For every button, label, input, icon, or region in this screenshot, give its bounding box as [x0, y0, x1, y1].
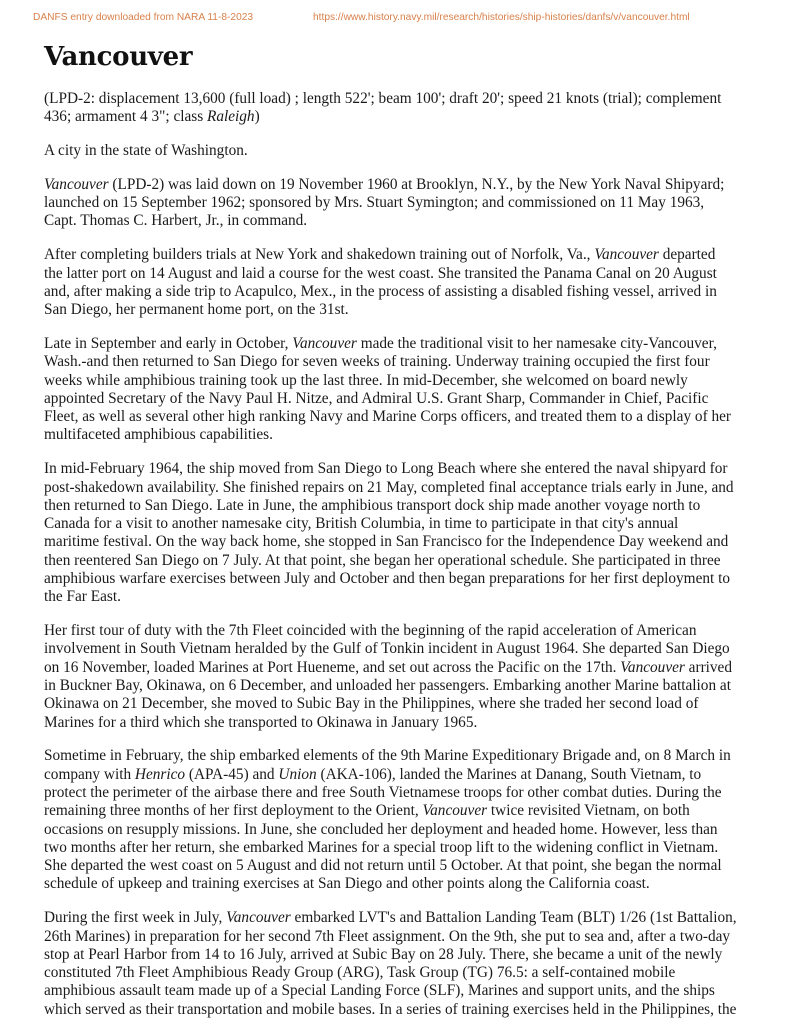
text-line [44, 408, 754, 426]
text-segment: two months after her return, she embarked Marines for a special troop lift to the widening conflict in Vietnam. [44, 838, 719, 856]
text-line [44, 1001, 754, 1019]
text-line [44, 570, 754, 588]
italic-ship-name: Vancouver [226, 909, 291, 927]
italic-ship-name: Vancouver [620, 658, 685, 676]
text-line [44, 875, 754, 893]
paragraph-1964-operations [44, 460, 754, 606]
text-segment: multifaceted amphibious capabilities. [44, 426, 273, 444]
text-segment: the latter port on 14 August and laid a course for the west coast. She transited the Panama Canal on 20 August [44, 264, 717, 282]
paragraph-second-7th-fleet-assignment [44, 909, 754, 1019]
text-segment: on 16 November, loaded Marines at Port Hueneme, and set out across the Pacific on the 17th. [44, 658, 621, 676]
text-line [44, 246, 754, 264]
italic-ship-name: Vancouver [292, 334, 357, 352]
text-segment: In mid-February 1964, the ship moved from San Diego to Long Beach where she entered the naval shipyard for [44, 460, 728, 478]
text-line [44, 640, 754, 658]
text-line [44, 194, 754, 212]
text-segment: stop at Pearl Harbor from 14 to 16 July, arrived at Subic Bay on 28 July. There, she became a unit of the newly [44, 945, 723, 963]
italic-ship-name: Vancouver [44, 175, 109, 193]
text-segment: protect the perimeter of the airbase there and free South Vietnamese troops for other combat duties. During the [44, 784, 722, 801]
text-line [44, 839, 754, 857]
text-segment: Canada for a visit to another namesake city, British Columbia, in time to participate in that city's annual [44, 515, 679, 533]
text-line [44, 802, 754, 820]
text-segment: the Far East. [44, 588, 121, 606]
text-segment: After completing builders trials at New York and shakedown training out of Norfolk, Va., [44, 246, 595, 264]
text-line [44, 588, 754, 606]
italic-ship-name: Henrico [134, 765, 186, 783]
paragraph-namesake-visit [44, 335, 754, 445]
text-line [44, 301, 754, 319]
text-line [44, 460, 754, 478]
text-segment: San Diego, her permanent home port, on the 31st. [44, 301, 349, 319]
page-header [0, 12, 791, 26]
text-line [44, 90, 754, 108]
text-segment: 436; armament 4 3"; class [44, 108, 207, 126]
text-segment: which served as their transportation and mobile bases. In a series of training exercises held in the Philippines, the [44, 1000, 737, 1018]
text-line [44, 479, 754, 497]
text-segment: launched on 15 September 1962; sponsored by Mrs. Stuart Symington; and commissioned on 11 May 1963, [44, 194, 705, 212]
text-segment: and, after making a side trip to Acapulco, Mex., in the process of assisting a disabled fishing vessel, arrived in [44, 282, 717, 300]
text-segment: 26th Marines) in preparation for her second 7th Fleet assignment. On the 9th, she put to sea and, after a two-day [44, 927, 731, 945]
text-line [44, 928, 754, 946]
text-segment: departed [658, 246, 716, 264]
text-line [44, 515, 754, 533]
text-line [44, 747, 754, 765]
text-line [44, 335, 754, 353]
text-line [44, 622, 754, 640]
text-segment: post-shakedown availability. She finished repairs on 21 May, completed final acceptance trials early in June, and [44, 478, 734, 496]
text-line [44, 766, 754, 784]
text-segment: A city in the state of Washington. [44, 142, 248, 160]
paragraph-shakedown [44, 246, 754, 319]
text-segment: made the traditional visit to her namesake city-Vancouver, [356, 334, 717, 352]
text-segment: then reentered San Diego on 7 July. At that point, she began her operational schedule. She participated in three [44, 551, 721, 569]
paragraph-namesake [44, 142, 754, 160]
text-segment: weeks while amphibious training took up the last three. In mid-December, she welcomed on board newly [44, 371, 688, 389]
text-line [44, 857, 754, 875]
text-segment: then returned to San Diego. Late in June, the amphibious transport dock ship made another voyage north to [44, 496, 701, 514]
paragraph-specifications [44, 90, 754, 127]
text-line [44, 108, 754, 126]
page-title: Vancouver [44, 42, 193, 72]
text-segment: remaining three months of her first deployment to the Orient, [44, 802, 423, 820]
text-line [44, 426, 754, 444]
text-segment: Late in September and early in October, [44, 334, 293, 352]
text-segment: Wash.-and then returned to San Diego for seven weeks of training. Underway training occupied the first four [44, 353, 710, 371]
text-line [44, 212, 754, 230]
text-segment: maritime festival. On the way back home, she stopped in San Francisco for the Independence Day weekend and [44, 533, 729, 551]
text-segment: constituted 7th Fleet Amphibious Ready Group (ARG), Task Group (TG) 76.5: a self-contained mobile [44, 964, 676, 982]
text-segment: She departed the west coast on 5 August and did not return until 5 October. At that point, she began the normal [44, 857, 722, 875]
text-line [44, 372, 754, 390]
italic-ship-name: Vancouver [422, 802, 488, 820]
text-segment: arrived [684, 658, 732, 676]
text-segment: amphibious warfare exercises between July and October and then began preparations for her first deployment to [44, 570, 730, 588]
text-segment: (AKA-106), landed the Marines at Danang, South Vietnam, to [316, 765, 702, 783]
text-line [44, 142, 754, 160]
text-line [44, 982, 754, 1000]
text-segment: (LPD-2: displacement 13,600 (full load) ; length 522'; beam 100'; draft 20'; speed 21 knots (trial); complement [44, 90, 722, 107]
text-line [44, 821, 754, 839]
text-segment: involvement in South Vietnam heralded by the Gulf of Tonkin incident in August 1964. She departed San Diego [44, 640, 730, 658]
paragraph-first-7th-fleet-tour [44, 622, 754, 732]
text-segment: embarked LVT's and Battalion Landing Team (BLT) 1/26 (1st Battalion, [290, 909, 737, 927]
paragraph-construction [44, 176, 754, 231]
text-segment: schedule of upkeep and training exercises at San Diego and other points along the California coast. [44, 875, 650, 893]
text-line [44, 497, 754, 515]
text-line [44, 714, 754, 732]
text-segment: Capt. Thomas C. Harbert, Jr., in command. [44, 212, 308, 230]
text-line [44, 353, 754, 371]
text-segment: Okinawa on 21 December, she moved to Subic Bay in the Philippines, where she traded her second load of [44, 695, 699, 713]
text-line [44, 909, 754, 927]
text-line [44, 533, 754, 551]
text-line [44, 265, 754, 283]
text-line [44, 552, 754, 570]
text-segment: Sometime in February, the ship embarked elements of the 9th Marine Expeditionary Brigade and, on 8 March in [44, 747, 731, 765]
text-segment: During the first week in July, [44, 909, 227, 927]
source-url: https://www.history.navy.mil/research/histories/ship-histories/danfs/v/vancouver.html [313, 12, 690, 23]
text-line [44, 283, 754, 301]
text-segment: Marines for a third which she transported to Okinawa in January 1965. [44, 713, 478, 731]
text-segment: company with [44, 765, 135, 783]
paragraph-danang-landing [44, 747, 754, 893]
text-line [44, 946, 754, 964]
text-line [44, 964, 754, 982]
text-line [44, 677, 754, 695]
text-segment: Her first tour of duty with the 7th Fleet coincided with the beginning of the rapid acceleration of American [44, 622, 697, 640]
text-segment: appointed Secretary of the Navy Paul H. Nitze, and Admiral U.S. Grant Sharp, Commander in Chief, Pacific [44, 389, 709, 407]
text-segment: twice revisited Vietnam, on both [487, 802, 690, 820]
text-segment: occasions on resupply missions. In June, she concluded her deployment and headed home. However, less than [44, 820, 718, 838]
article-body [44, 90, 754, 1035]
text-segment: ) [254, 108, 260, 126]
source-note: DANFS entry downloaded from NARA 11-8-2023 [33, 12, 254, 23]
text-line [44, 390, 754, 408]
text-segment: amphibious assault team made up of a Special Landing Force (SLF), Marines and support units, and the ships [44, 982, 715, 1000]
text-line [44, 659, 754, 677]
text-segment: (LPD-2) was laid down on 19 November 1960 at Brooklyn, N.Y., by the New York Naval Shipyard; [108, 175, 725, 193]
text-line [44, 784, 754, 802]
text-segment: in Buckner Bay, Okinawa, on 6 December, and unloaded her passengers. Embarking another Marine battalion at [44, 677, 731, 695]
italic-ship-name: Union [278, 765, 317, 783]
text-line [44, 695, 754, 713]
italic-ship-name: Vancouver [594, 246, 659, 264]
text-segment: (APA-45) and [185, 765, 279, 783]
text-segment: Fleet, as well as several other high ranking Navy and Marine Corps officers, and treated them to a display of her [44, 408, 732, 426]
italic-ship-name: Raleigh [207, 108, 255, 126]
text-line [44, 176, 754, 194]
